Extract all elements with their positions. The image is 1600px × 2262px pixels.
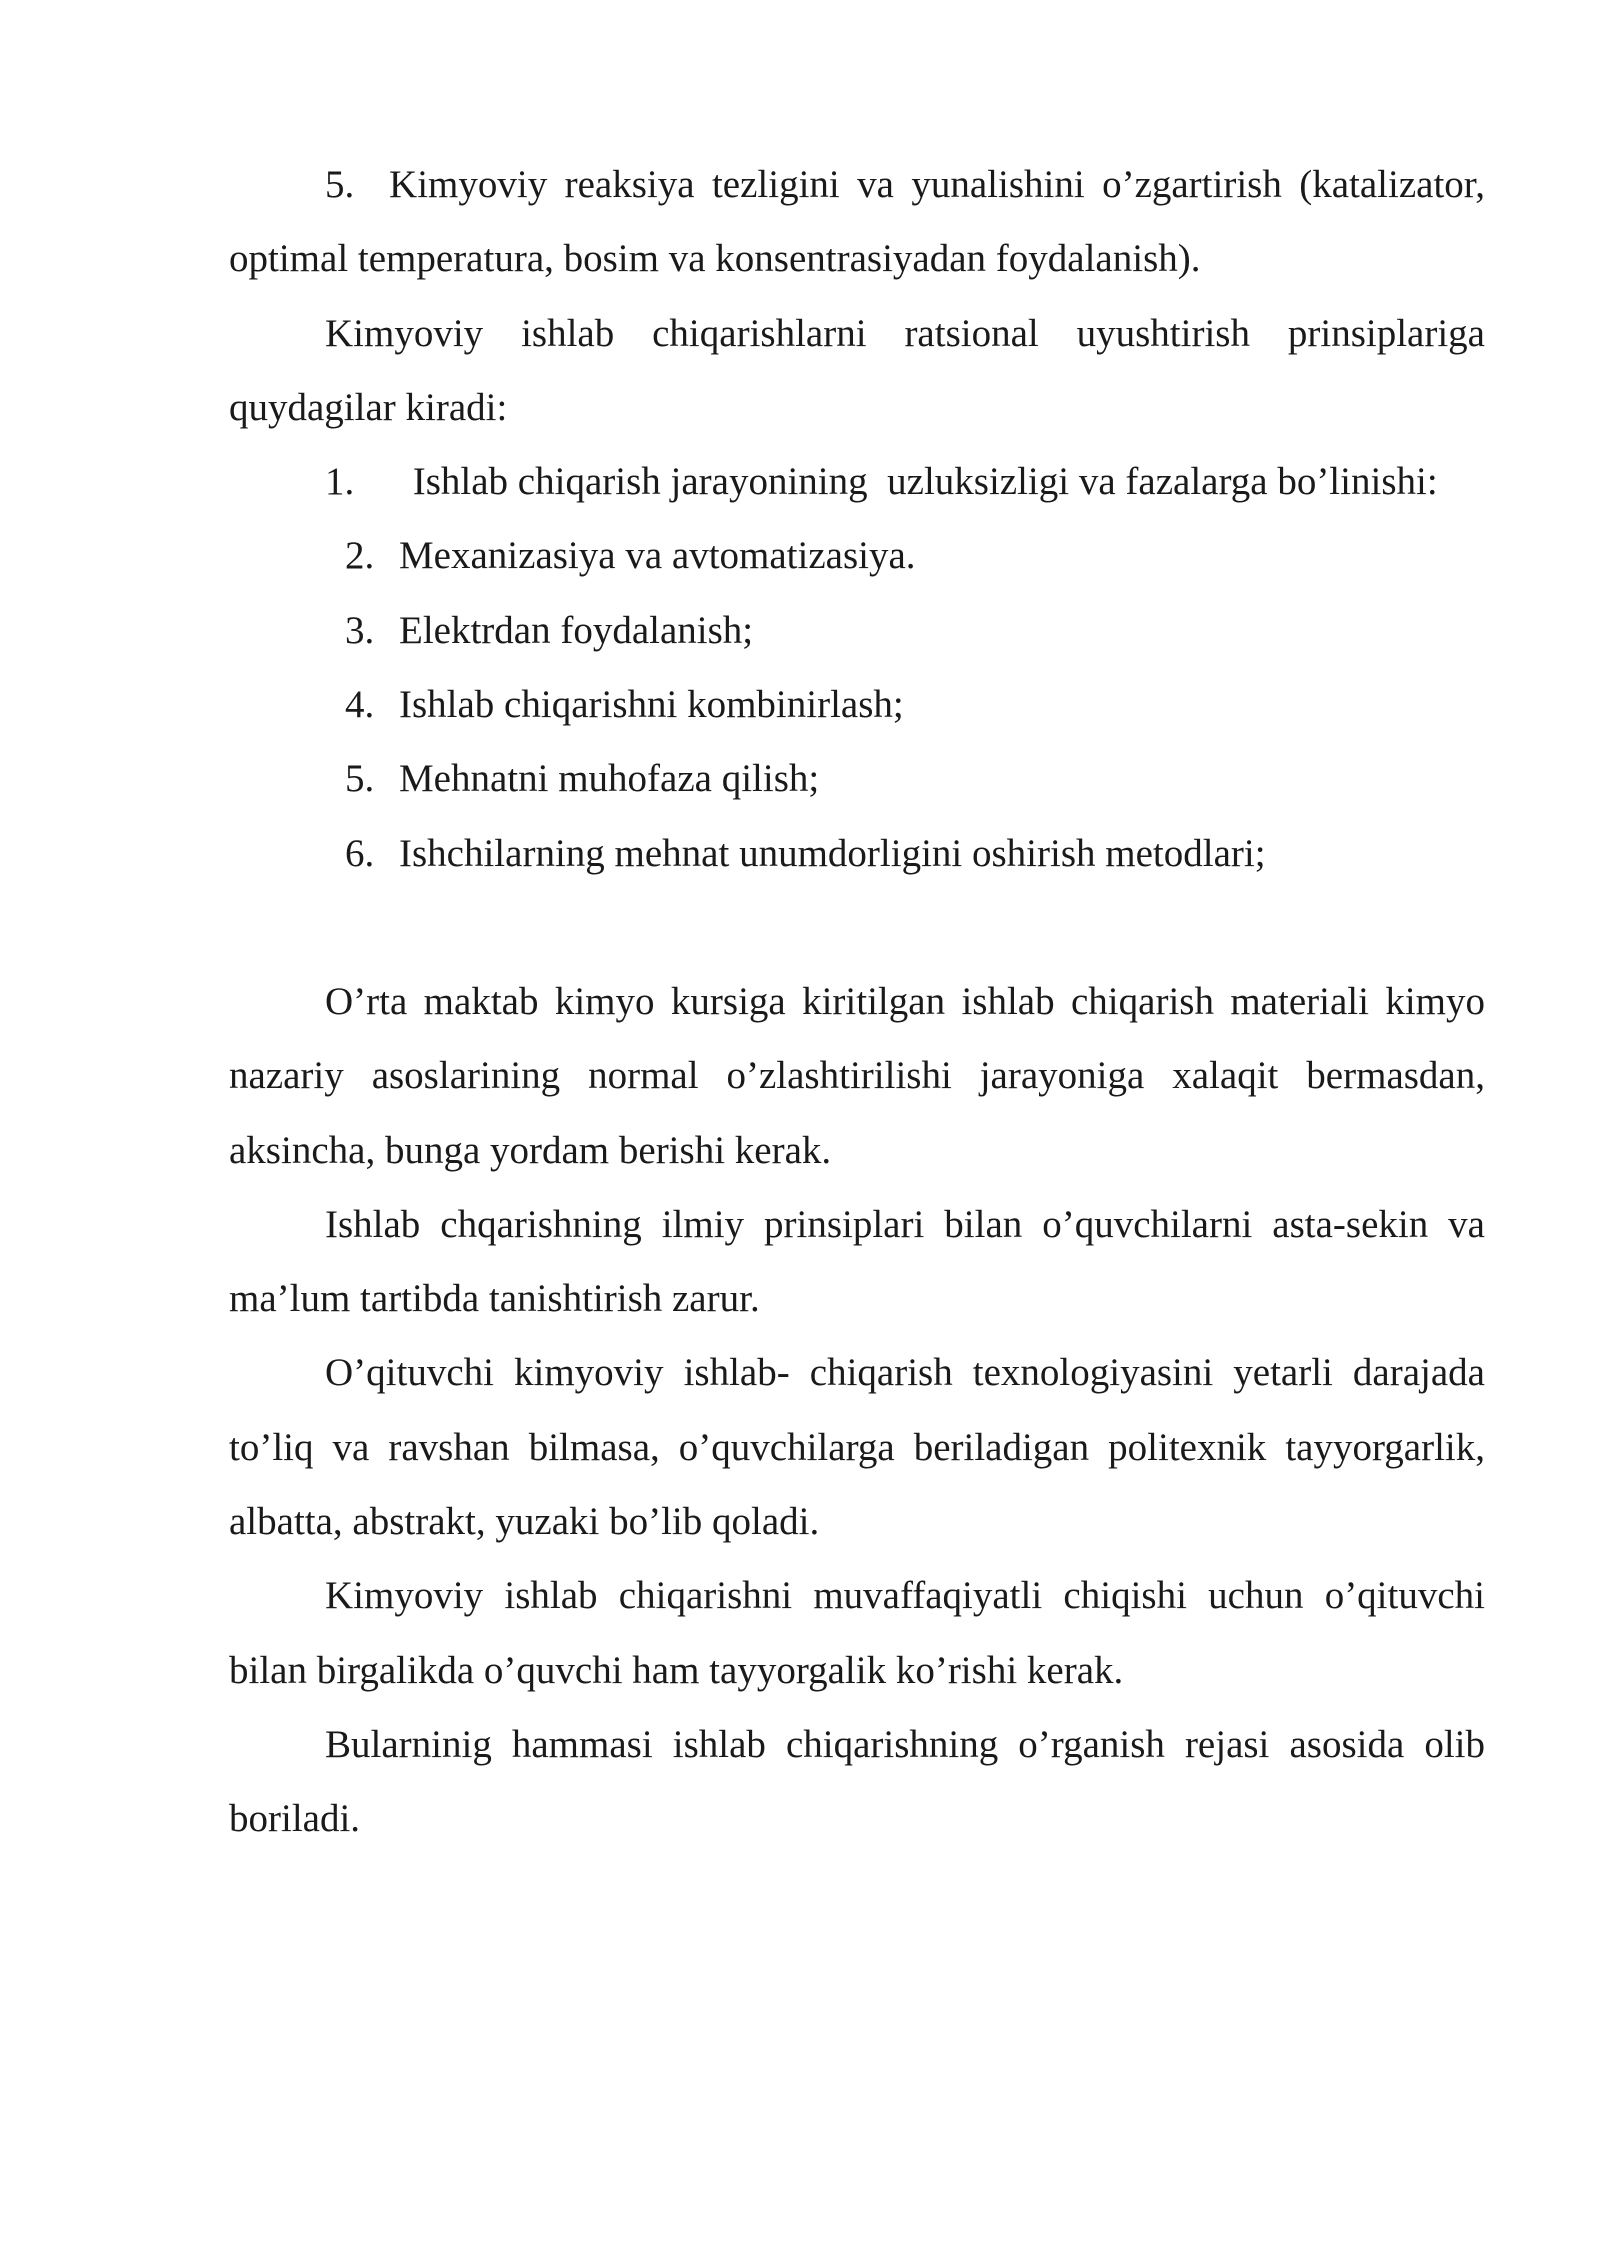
paragraph-scientific-principles: Ishlab chqarishning ilmiy prinsiplari bilan o’quvchilarni asta-sekin va ma’lum tartibda tanishtirish zarur. [229,1202,1485,1321]
paragraph-teacher-knowledge: O’qituvchi kimyoviy ishlab- chiqarish texnologiyasini yetarli darajada to’liq va ravshan bilmasa, o’quvchilarga beriladigan politexnik tayyorgarlik, albatta, abstrakt, yuzaki bo’lib qoladi. [229,1351,1485,1544]
paragraph-school-course: O’rta maktab kimyo kursiga kiritilgan ishlab chiqarish materiali kimyo nazariy asoslarining normal o’zlashtirilishi jarayoniga xalaqit bermasdan, aksincha, bunga yordam berishi kerak. [229,979,1485,1172]
list-item-text: Elektrdan foydalanish; [399,608,754,652]
list-item [229,668,1485,742]
list-item [229,519,1485,593]
list-item-text: Ishchilarning mehnat unumdorligini oshirish metodlari; [399,831,1266,875]
list-item [229,817,1485,891]
paragraph-principle-1: 1. Ishlab chiqarish jarayonining uzluksizligi va fazalarga bo’linishi: [325,460,1438,504]
list-item [229,742,1485,816]
list-item-number: 2. [345,534,375,578]
list-item-number: 3. [345,608,375,652]
paragraph-plan: Bularninig hammasi ishlab chiqarishning o’rganish rejasi asosida olib boriladi. [229,1722,1485,1841]
list-item [229,594,1485,668]
list-item-text: Mexanizasiya va avtomatizasiya. [399,534,916,578]
list-item-number: 4. [345,683,375,727]
paragraph-principles-intro: Kimyoviy ishlab chiqarishlarni ratsional uyushtirish prinsiplariga quydagilar kiradi: [229,311,1485,429]
document-body [229,148,1495,1857]
paragraph-preparation: Kimyoviy ishlab chiqarishni muvaffaqiyatli chiqishi uchun o’qituvchi bilan birgalikda o’quvchi ham tayyorgalik ko’rishi kerak. [229,1574,1485,1692]
list-item-number: 6. [345,831,375,875]
list-item-text: Ishlab chiqarishni kombinirlash; [399,683,904,727]
list-item-text: Mehnatni muhofaza qilish; [399,757,820,801]
paragraph-spacer [229,891,1485,965]
list-item-number: 5. [345,757,375,801]
paragraph-reaction-rate: 5. Kimyoviy reaksiya tezligini va yunalishini o’zgartirish (katalizator, optimal temperatura, bosim va konsentrasiyadan foydalanish). [229,163,1495,281]
